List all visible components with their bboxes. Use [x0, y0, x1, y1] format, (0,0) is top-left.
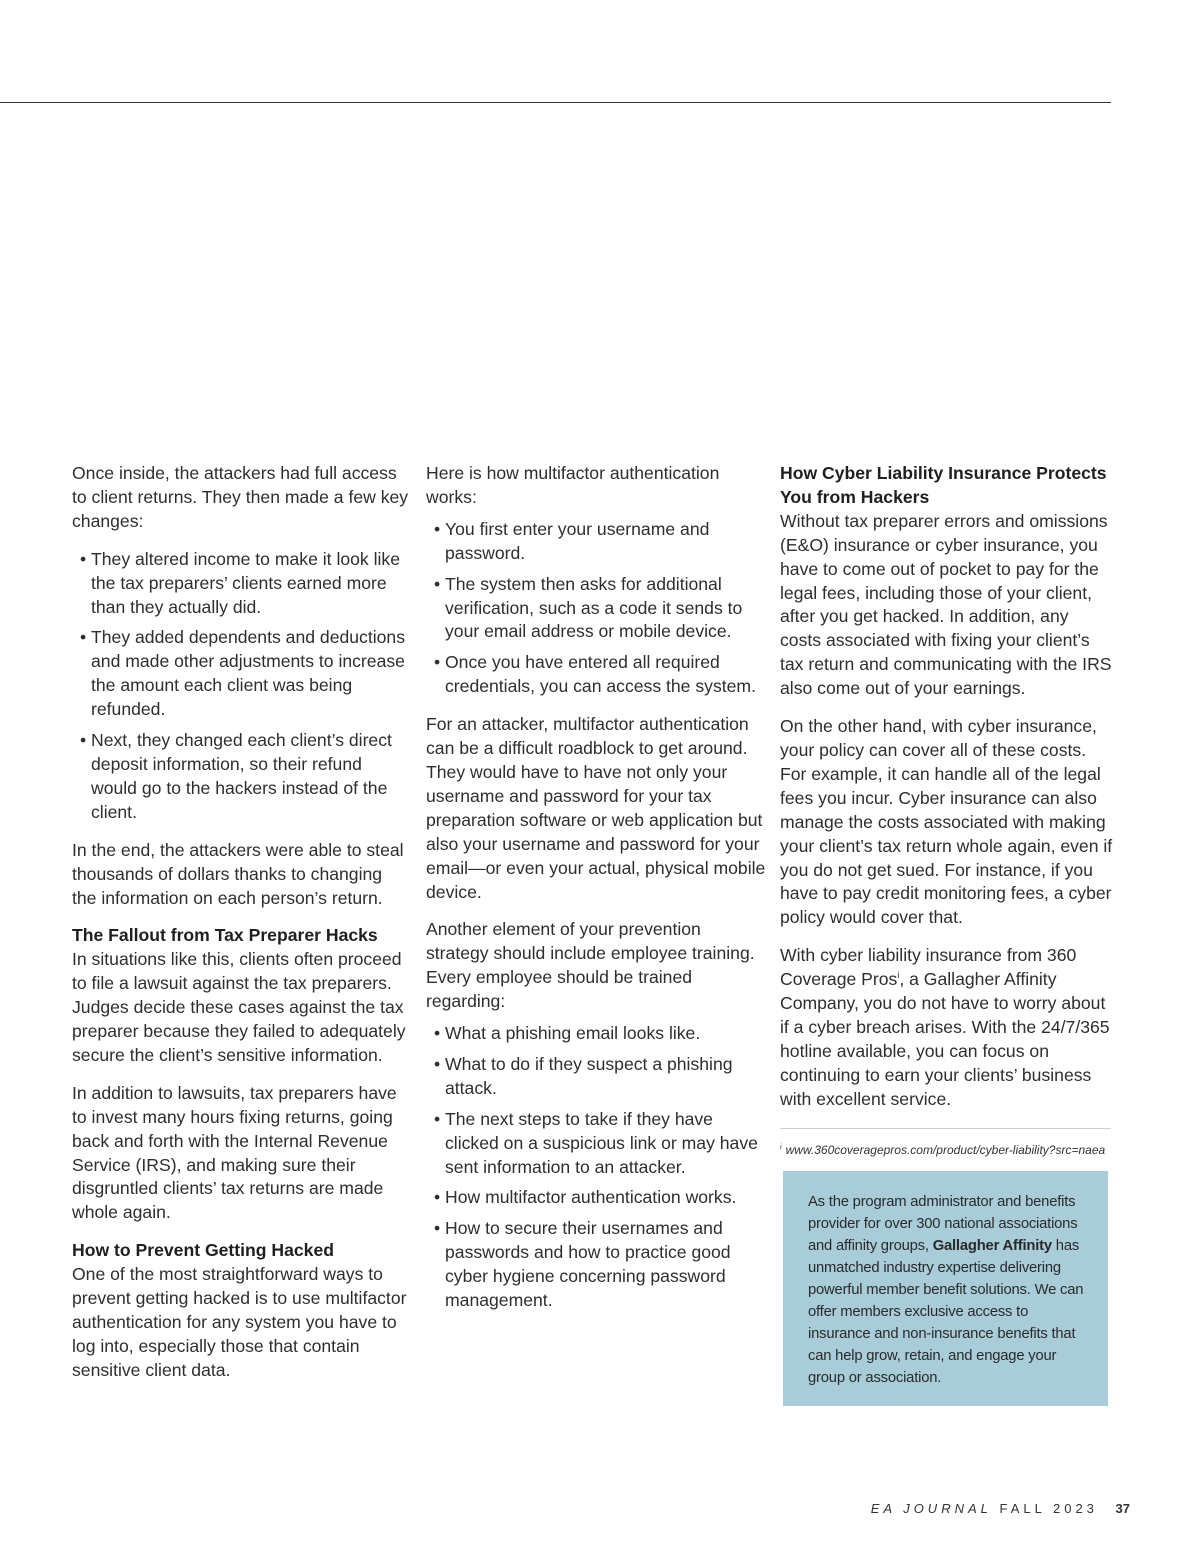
section-heading: How to Prevent Getting Hacked: [72, 1240, 334, 1261]
paragraph: One of the most straightforward ways to prevent getting hacked is to use multifactor authentication for any system you have to log into, especially those that contain sensitive client data.: [72, 1264, 407, 1380]
issue-season: FALL 2023: [999, 1501, 1098, 1516]
list-item: • They added dependents and deductions and made other adjustments to increase the amount each client was being refunded.: [80, 627, 406, 720]
footnote-marker: i: [780, 1143, 782, 1151]
paragraph: Without tax preparer errors and omissions (E&O) insurance or cyber insurance, you have to come out of pocket to pay for the legal fees, including those of your client, after you get hacked. In addition, any costs associated with fixing your client’s tax return and communicating with the IRS also come out of your earnings.: [780, 510, 1112, 699]
bullet-icon: •: [80, 627, 87, 648]
bullet-icon: •: [434, 573, 441, 594]
page-footer: [871, 1501, 1130, 1516]
bullet-icon: •: [434, 1108, 441, 1129]
footnote-divider: [780, 1128, 1111, 1129]
list-item: • How multifactor authentication works.: [426, 1186, 766, 1210]
list-item: • The system then asks for additional verification, such as a code it sends to your email address or mobile device.: [434, 573, 743, 642]
bullet-icon: •: [80, 730, 87, 751]
bullet-icon: •: [434, 1187, 441, 1208]
list-item: • Next, they changed each client’s direct deposit information, so their refund would go to the hackers instead of the client.: [80, 730, 392, 822]
sponsor-name: Gallagher Affinity: [932, 1237, 1052, 1254]
bullet-list: [426, 1022, 766, 1313]
article-column-1: [72, 462, 410, 1397]
paragraph: In addition to lawsuits, tax preparers have to invest many hours fixing returns, going back and forth with the Internal Revenue Service (IRS), and making sure their disgruntled clients’ tax returns are made whole again.: [72, 1082, 397, 1223]
article-column-3: [780, 462, 1114, 1406]
bullet-icon: •: [434, 1023, 441, 1044]
footnote-reference: i: [897, 970, 900, 981]
sponsor-callout-box: As the program administrator and benefits provider for over 300 national associations and affinity groups, Gallagher Affinity has unmatched industry expertise delivering powerful member benefit solutions. We can offer members exclusive access to insurance and non-insurance benefits that can help grow, retain, and engage your group or association.: [783, 1171, 1108, 1406]
paragraph: In the end, the attackers were able to steal thousands of dollars thanks to changing the information on each person’s return.: [72, 839, 404, 908]
page-number: 37: [1115, 1501, 1130, 1516]
paragraph: In situations like this, clients often proceed to file a lawsuit against the tax preparers. Judges decide these cases against the tax preparer because they failed to adequately secure the client’s sensitive information.: [72, 949, 406, 1065]
list-item: • What a phishing email looks like.: [426, 1022, 766, 1046]
list-item: • What to do if they suspect a phishing attack.: [434, 1053, 733, 1098]
list-item: • Once you have entered all required credentials, you can access the system.: [434, 652, 756, 697]
header-rule: [0, 102, 1111, 103]
bullet-icon: •: [434, 652, 441, 673]
article-column-2: [426, 462, 766, 1327]
bullet-icon: •: [434, 1218, 441, 1239]
paragraph: On the other hand, with cyber insurance, your policy can cover all of these costs. For example, it can handle all of the legal fees you incur. Cyber insurance can also manage the costs associated with making your client’s tax return whole again, even if you do not get sued. For instance, if you have to pay credit monitoring fees, a cyber policy would cover that.: [780, 716, 1113, 928]
bullet-list: [426, 518, 766, 699]
bullet-icon: •: [434, 518, 441, 539]
paragraph: Here is how multifactor authentication works:: [426, 463, 720, 507]
paragraph: Once inside, the attackers had full access to client returns. They then made a few key changes:: [72, 463, 409, 531]
bullet-icon: •: [434, 1053, 441, 1074]
list-item: • How to secure their usernames and passwords and how to practice good cyber hygiene concerning password management.: [434, 1218, 731, 1311]
paragraph: Another element of your prevention strategy should include employee training. Every employee should be trained regarding:: [426, 919, 755, 1012]
bullet-list: [72, 548, 410, 825]
list-item: • The next steps to take if they have clicked on a suspicious link or may have sent information to an attacker.: [434, 1108, 758, 1177]
paragraph: With cyber liability insurance from 360 Coverage Pros$^i$, a Gallagher Affinity Company, you do not have to worry about if a cyber breach arises. With the 24/7/365 hotline available, you can focus on continuing to earn your clients’ business with excellent service.: [780, 945, 1110, 1109]
footnote-url: www.360coveragepros.com/product/cyber-liability?src=naea: [785, 1142, 1106, 1157]
footnote: [780, 1139, 1114, 1159]
section-heading: How Cyber Liability Insurance Protects You from Hackers: [780, 463, 1107, 507]
list-item: • They altered income to make it look like the tax preparers’ clients earned more than they actually did.: [80, 548, 401, 617]
journal-name: EA JOURNAL: [870, 1501, 992, 1516]
list-item: • You first enter your username and password.: [434, 518, 710, 563]
section-heading: The Fallout from Tax Preparer Hacks: [72, 925, 378, 946]
paragraph: For an attacker, multifactor authentication can be a difficult roadblock to get around. They would have to have not only your username and password for your tax preparation software or web application but also your username and password for your email—or even your actual, physical mobile device.: [426, 714, 766, 902]
bullet-icon: •: [80, 548, 87, 569]
